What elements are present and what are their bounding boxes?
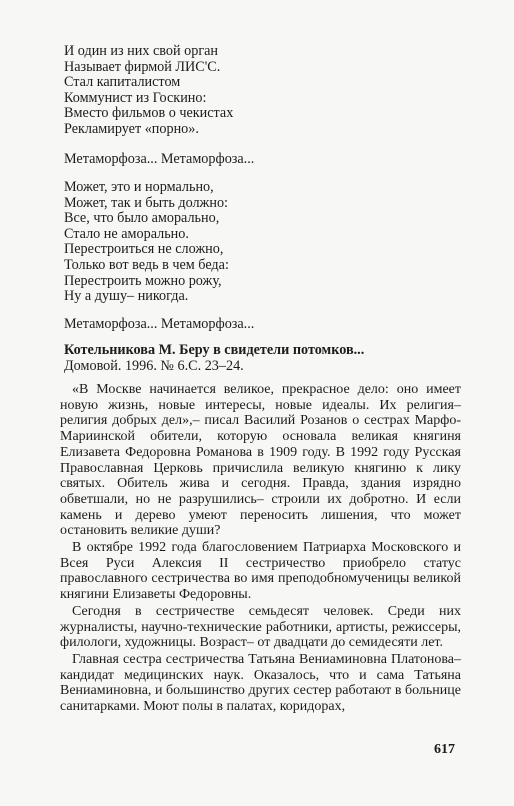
article-title: Котельникова М. Беру в свидетели потомков... bbox=[64, 342, 365, 358]
poem-line: Может, это и нормально, bbox=[64, 179, 214, 195]
page-number: 617 bbox=[434, 742, 455, 757]
article-body bbox=[60, 382, 461, 716]
article-paragraph: В октябре 1992 года благословением Патриарха Московского и Всея Руси Алексия II сестричество приобрело статус православного сестричества во имя преподобномученицы великой княгини Елизаветы Федоровны. bbox=[60, 540, 461, 603]
poem-stanza-1 bbox=[64, 44, 233, 138]
poem-refrain: Метаморфоза... Метаморфоза... bbox=[64, 151, 255, 167]
article-heading bbox=[64, 343, 364, 374]
poem-line: Стало не аморально. bbox=[64, 225, 189, 242]
poem-line: Рекламирует «порно». bbox=[64, 120, 199, 137]
poem-line: Перестроить можно рожу, bbox=[64, 272, 222, 289]
poem-line: Только вот ведь в чем беда: bbox=[64, 256, 229, 273]
article-source: Домовой. 1996. № 6.С. 23–24. bbox=[64, 357, 244, 374]
poem-line: Вместо фильмов о чекистах bbox=[64, 105, 234, 122]
article-paragraph: Главная сестра сестричества Татьяна Вениаминовна Платонова– кандидат медицинских наук. Оказалось, что и сама Татьяна Вениаминовна, и большинство других сестер работают в больнице санитарками. Моют полы в палатах, коридорах, bbox=[60, 651, 461, 715]
article-paragraph: «В Москве начинается великое, прекрасное дело: оно имеет новую жизнь, новые интересы, новые идеалы. Их религия– религия добрых дел»,– писал Василий Розанов о сестрах Марфо-Мариинской обители, которую основала великая княгиня Елизавета Федоровна Романова в 1909 году. В 1992 году Русская Православная Церковь причислила великую княгиню к лику святых. Обитель жива и сегодня. Правда, здания изрядно обветшали, но не разрушились– строили их добротно. И если камень и дерево умеют переносить лишения, что может остановить великие души? bbox=[60, 382, 461, 539]
poem-line: Стал капиталистом bbox=[64, 74, 181, 91]
poem-line: Ну а душу– никогда. bbox=[64, 288, 189, 305]
poem-refrain: Метаморфоза... Метаморфоза... bbox=[64, 316, 255, 332]
poem-stanza-2 bbox=[64, 180, 229, 305]
article-paragraph: Сегодня в сестричестве семьдесят человек. Среди них журналисты, научно-технические работники, артисты, режиссеры, филологи, художницы. Возраст– от двадцати до семидесяти лет. bbox=[60, 603, 461, 651]
poem-line: Может, так и быть должно: bbox=[64, 194, 228, 211]
poem-line: Называет фирмой ЛИС'С. bbox=[64, 58, 221, 75]
poem-line: Коммунист из Госкино: bbox=[64, 89, 207, 106]
poem-line: Перестроиться не сложно, bbox=[64, 241, 224, 258]
poem-line: Все, что было аморально, bbox=[64, 210, 220, 227]
poem-line: И один из них свой орган bbox=[64, 43, 219, 59]
